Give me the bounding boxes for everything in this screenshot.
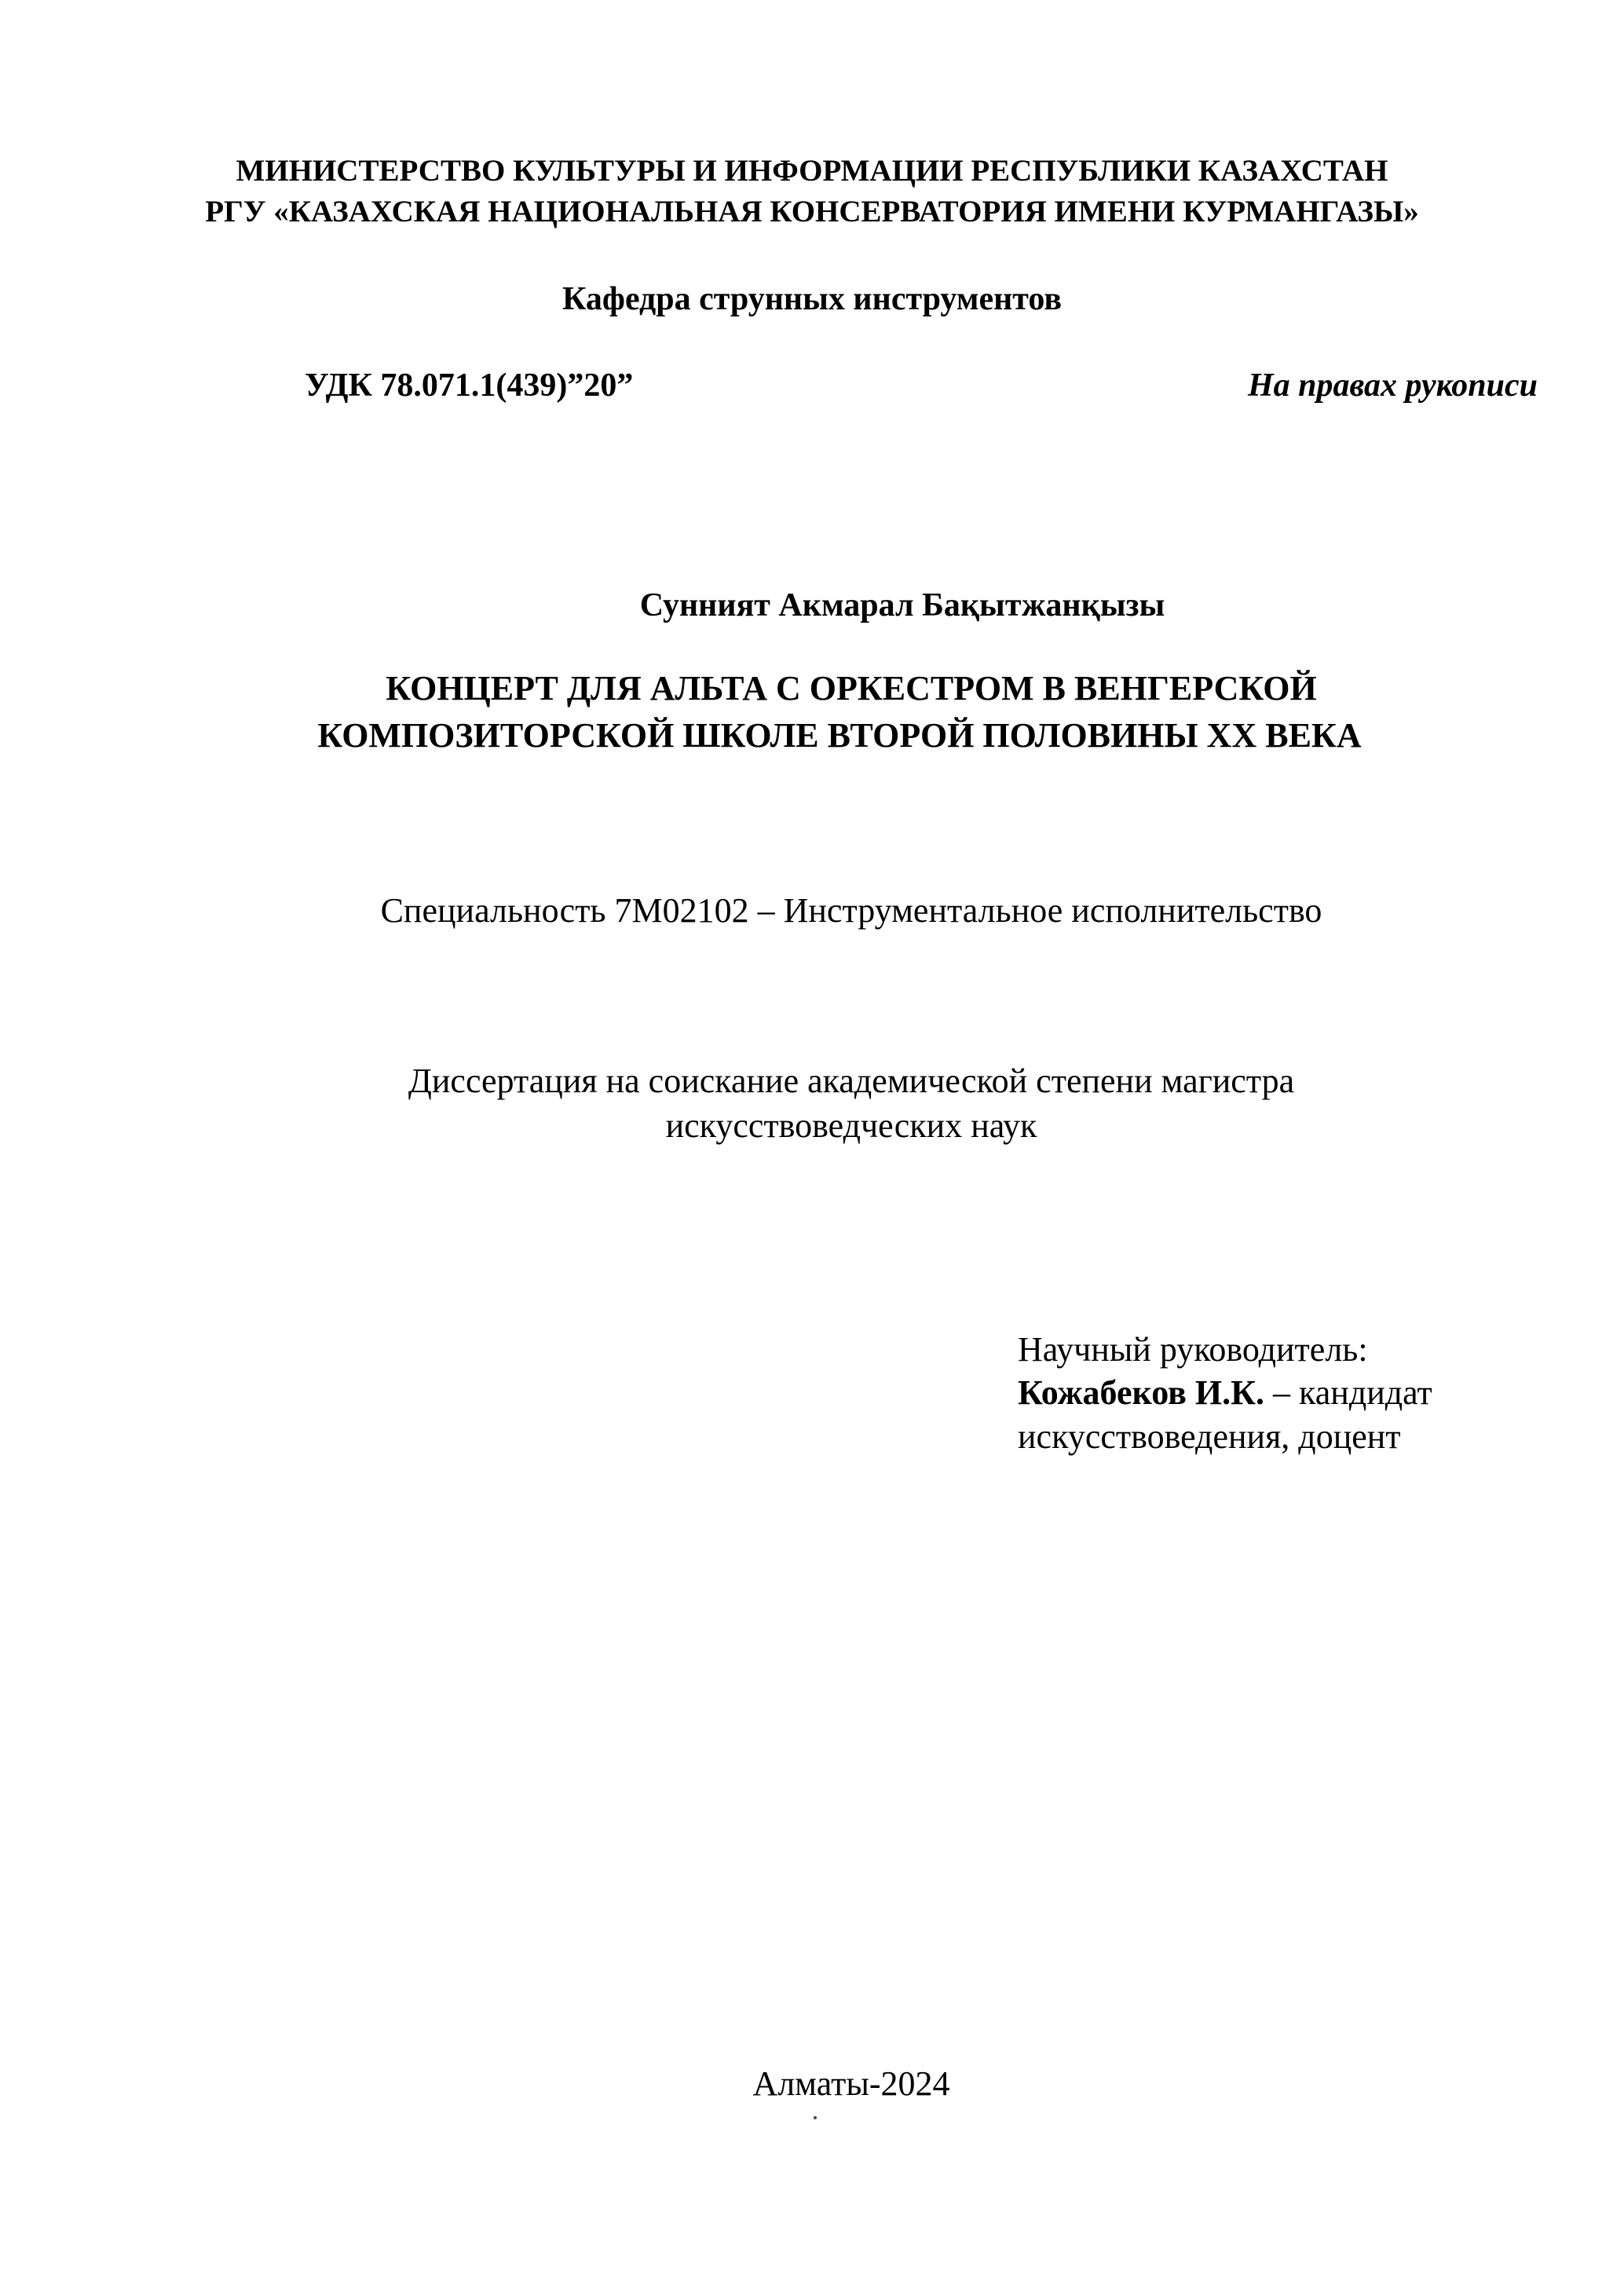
supervisor-label: Научный руководитель: xyxy=(1018,1330,1368,1369)
thesis-title-line-1: КОНЦЕРТ ДЛЯ АЛЬТА С ОРКЕСТРОМ В ВЕНГЕРСКОЙ xyxy=(386,669,1317,707)
supervisor-name: Кожабеков И.К. xyxy=(1018,1373,1265,1412)
ministry-line-2: РГУ «КАЗАХСКАЯ НАЦИОНАЛЬНАЯ КОНСЕРВАТОРИЯ ИМЕНИ КУРМАНГАЗЫ» xyxy=(205,195,1419,229)
supervisor-degree-continued: искусствоведения, доцент xyxy=(1018,1417,1401,1456)
city-year: Алматы-2024 xyxy=(752,2064,950,2103)
department-name: Кафедра струнных инструментов xyxy=(561,281,1063,317)
ministry-line-1: МИНИСТЕРСТВО КУЛЬТУРЫ И ИНФОРМАЦИИ РЕСПУБЛИКИ КАЗАХСТАН xyxy=(236,154,1388,188)
dissertation-line-2: искусствоведческих наук xyxy=(665,1106,1037,1145)
specialty: Специальность 7М02102 – Инструментальное исполнительство xyxy=(380,891,1322,930)
author-name: Сунният Акмарал Бақытжанқызы xyxy=(639,587,1165,623)
supervisor-line xyxy=(1018,1373,1432,1412)
thesis-title-line-2: КОМПОЗИТОРСКОЙ ШКОЛЕ ВТОРОЙ ПОЛОВИНЫ XX ВЕКА xyxy=(317,716,1362,755)
udk-code: УДК 78.071.1(439)”20” xyxy=(305,367,634,404)
supervisor-degree: – кандидат xyxy=(1264,1373,1432,1412)
manuscript-note: На правах рукописи xyxy=(1248,367,1538,404)
scan-dot-mark xyxy=(814,2116,817,2119)
dissertation-line-1: Диссертация на соискание академической степени магистра xyxy=(408,1062,1295,1100)
